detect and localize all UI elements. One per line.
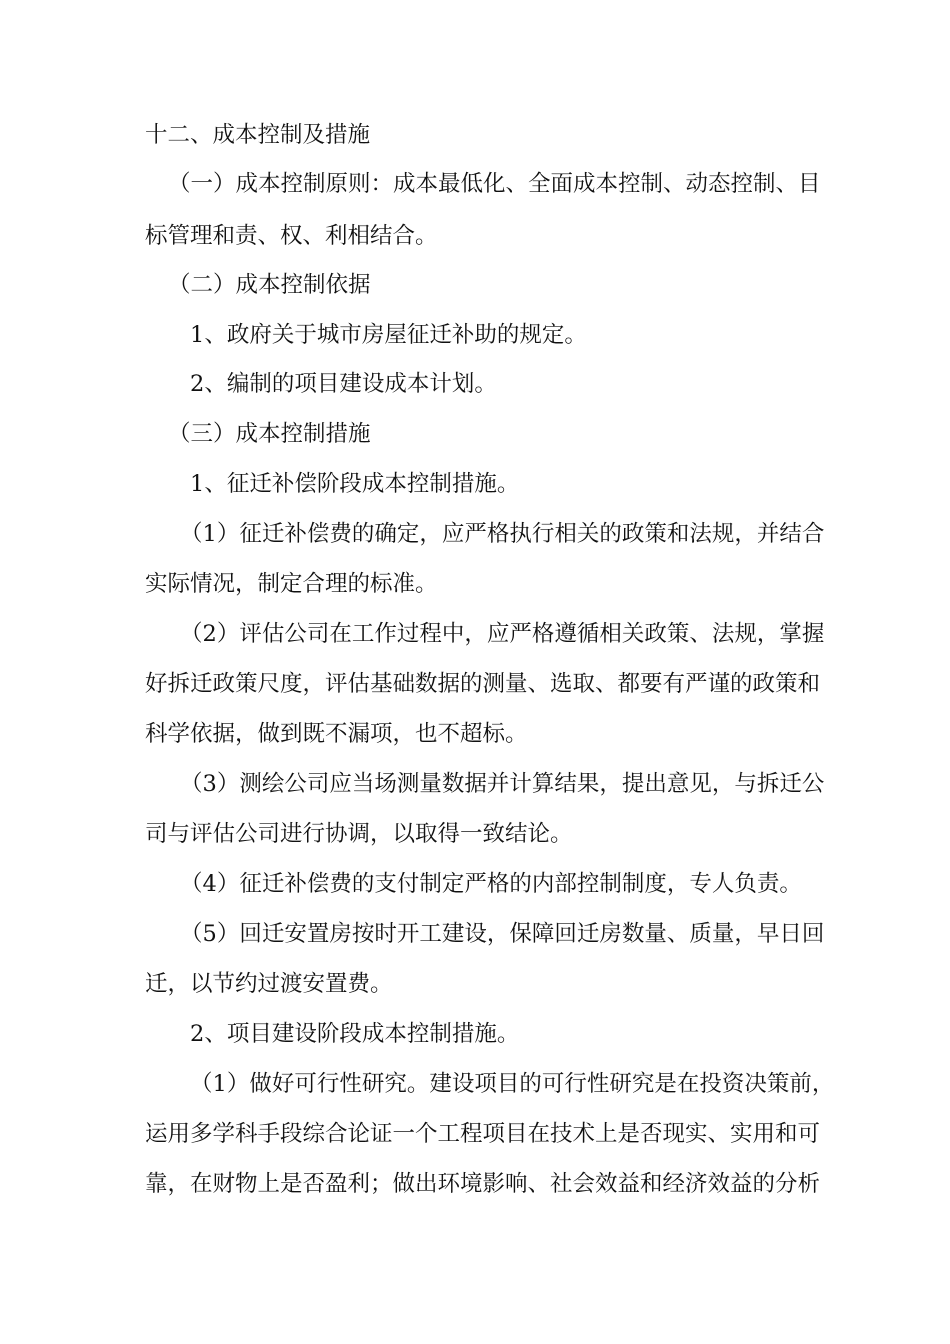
list-item: 2、编制的项目建设成本计划。 xyxy=(190,371,497,397)
paragraph-line: （一）成本控制原则：成本最低化、全面成本控制、动态控制、目 xyxy=(168,171,821,197)
paragraph-line: 司与评估公司进行协调，以取得一致结论。 xyxy=(145,821,573,847)
paragraph-line: （3）测绘公司应当场测量数据并计算结果，提出意见，与拆迁公 xyxy=(180,771,825,797)
section-heading: 十二、成本控制及措施 xyxy=(145,122,371,148)
subsection-heading: （三）成本控制措施 xyxy=(168,421,371,447)
paragraph-line: （4）征迁补偿费的支付制定严格的内部控制制度，专人负责。 xyxy=(180,871,802,897)
list-item: 1、征迁补偿阶段成本控制措施。 xyxy=(190,471,520,497)
paragraph-line: 实际情况，制定合理的标准。 xyxy=(145,571,438,597)
subsection-heading: （二）成本控制依据 xyxy=(168,272,371,298)
list-item: 1、政府关于城市房屋征迁补助的规定。 xyxy=(190,322,587,348)
paragraph-line: 迁，以节约过渡安置费。 xyxy=(145,971,393,997)
paragraph-line: 靠，在财物上是否盈利；做出环境影响、社会效益和经济效益的分析 xyxy=(145,1171,821,1197)
paragraph-line: （5）回迁安置房按时开工建设，保障回迁房数量、质量，早日回 xyxy=(180,921,825,947)
paragraph-line: （2）评估公司在工作过程中，应严格遵循相关政策、法规，掌握 xyxy=(180,621,825,647)
paragraph-line: 运用多学科手段综合论证一个工程项目在技术上是否现实、实用和可 xyxy=(145,1121,821,1147)
paragraph-line: （1）征迁补偿费的确定，应严格执行相关的政策和法规，并结合 xyxy=(180,521,825,547)
paragraph-line: （1）做好可行性研究。建设项目的可行性研究是在投资决策前， xyxy=(190,1071,835,1097)
paragraph-line: 标管理和责、权、利相结合。 xyxy=(145,223,438,249)
paragraph-line: 科学依据，做到既不漏项，也不超标。 xyxy=(145,721,528,747)
list-item: 2、项目建设阶段成本控制措施。 xyxy=(190,1021,520,1047)
paragraph-line: 好拆迁政策尺度，评估基础数据的测量、选取、都要有严谨的政策和 xyxy=(145,671,821,697)
